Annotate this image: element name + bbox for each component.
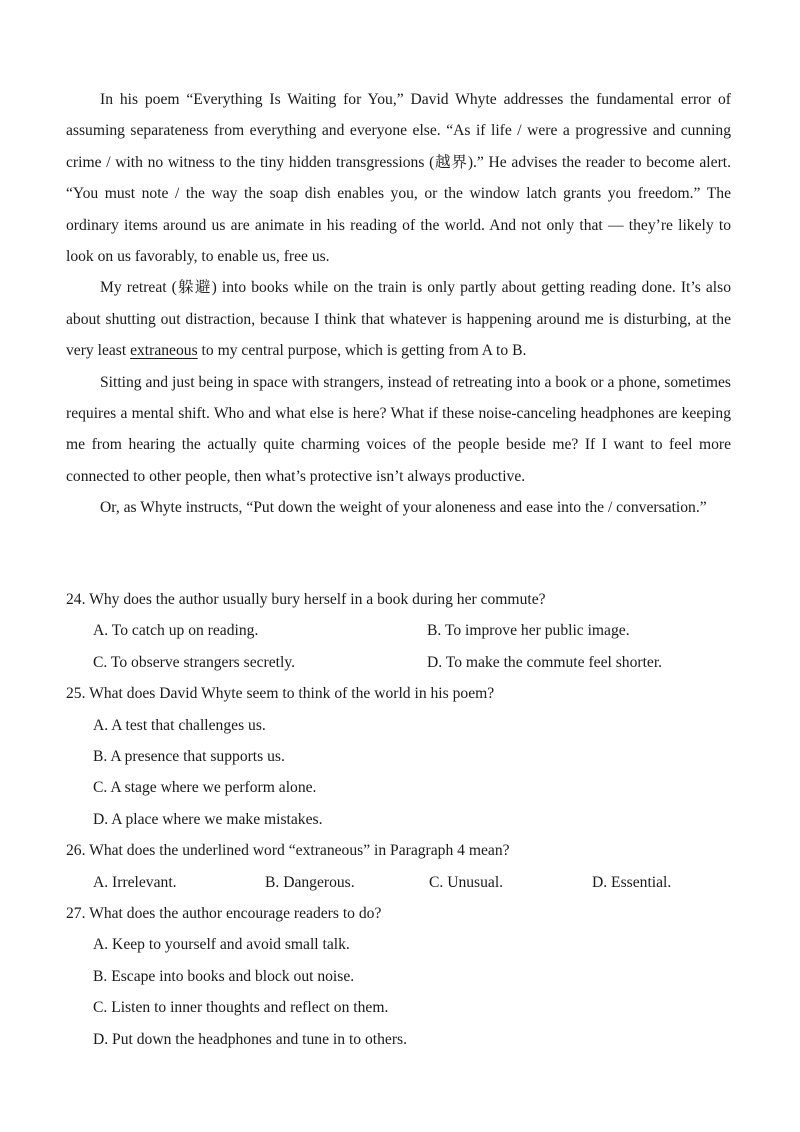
option-group bbox=[66, 615, 731, 678]
option-b[interactable]: B. Escape into books and block out noise. bbox=[93, 967, 355, 985]
option-group bbox=[66, 929, 731, 1055]
passage-paragraph-3: Sitting and just being in space with strangers, instead of retreating into a book or a phone, sometimes requires a mental shift. Who and what else is here? What if these noise-canceling headphones are keeping me from hearing the actually quite charming voices of the people beside me? If I want to feel more connected to other people, then what’s protective isn’t always productive. bbox=[66, 373, 731, 485]
option-b[interactable]: B. Dangerous. bbox=[265, 873, 355, 891]
paragraph-2-text-end: to my central purpose, which is getting from A to B. bbox=[197, 342, 527, 360]
reading-passage bbox=[66, 84, 731, 524]
option-a[interactable]: A. A test that challenges us. bbox=[93, 716, 266, 734]
option-d[interactable]: D. Essential. bbox=[592, 873, 672, 891]
question-24 bbox=[66, 584, 731, 678]
option-group bbox=[66, 710, 731, 836]
underlined-word-extraneous: extraneous bbox=[130, 342, 198, 360]
passage-paragraph-2 bbox=[66, 272, 731, 366]
option-group bbox=[66, 867, 731, 898]
question-stem: 25. What does David Whyte seem to think of the world in his poem? bbox=[66, 685, 495, 703]
option-c[interactable]: C. A stage where we perform alone. bbox=[93, 779, 317, 797]
option-d[interactable]: D. A place where we make mistakes. bbox=[93, 810, 323, 828]
option-a[interactable]: A. Keep to yourself and avoid small talk. bbox=[93, 936, 350, 954]
question-stem: 27. What does the author encourage readers to do? bbox=[66, 905, 382, 923]
question-25 bbox=[66, 678, 731, 835]
option-b[interactable]: B. To improve her public image. bbox=[427, 622, 630, 640]
question-list bbox=[66, 584, 731, 1055]
option-c[interactable]: C. To observe strangers secretly. bbox=[93, 653, 296, 671]
passage-paragraph-4: Or, as Whyte instructs, “Put down the weight of your aloneness and ease into the / conversation.” bbox=[100, 499, 707, 517]
option-a[interactable]: A. To catch up on reading. bbox=[93, 622, 259, 640]
option-c[interactable]: C. Unusual. bbox=[429, 873, 504, 891]
question-stem: 24. Why does the author usually bury herself in a book during her commute? bbox=[66, 591, 546, 608]
question-27 bbox=[66, 898, 731, 1055]
option-d[interactable]: D. Put down the headphones and tune in to others. bbox=[93, 1030, 407, 1048]
paragraph-2-text-start: My retreat (躲避) into books while on the train is only partly about getting reading done. It’s also about shutting out distraction, because I think that whatever is happening around me is disturbing, at the very least bbox=[66, 279, 731, 360]
option-d[interactable]: D. To make the commute feel shorter. bbox=[427, 653, 663, 671]
question-stem: 26. What does the underlined word “extraneous” in Paragraph 4 mean? bbox=[66, 842, 510, 860]
option-c[interactable]: C. Listen to inner thoughts and reflect on them. bbox=[93, 999, 389, 1017]
question-26 bbox=[66, 835, 731, 898]
passage-paragraph-1: In his poem “Everything Is Waiting for You,” David Whyte addresses the fundamental error of assuming separateness from everything and everyone else. “As if life / were a progressive and cunning crime / with no witness to the tiny hidden transgressions (越界).” He advises the reader to become alert. “You must note / the way the soap dish enables you, or the window latch grants you freedom.” The ordinary items around us are animate in his reading of the world. And not only that — they’re likely to look on us favorably, to enable us, free us. bbox=[66, 91, 731, 266]
option-a[interactable]: A. Irrelevant. bbox=[93, 873, 177, 891]
option-b[interactable]: B. A presence that supports us. bbox=[93, 748, 285, 766]
